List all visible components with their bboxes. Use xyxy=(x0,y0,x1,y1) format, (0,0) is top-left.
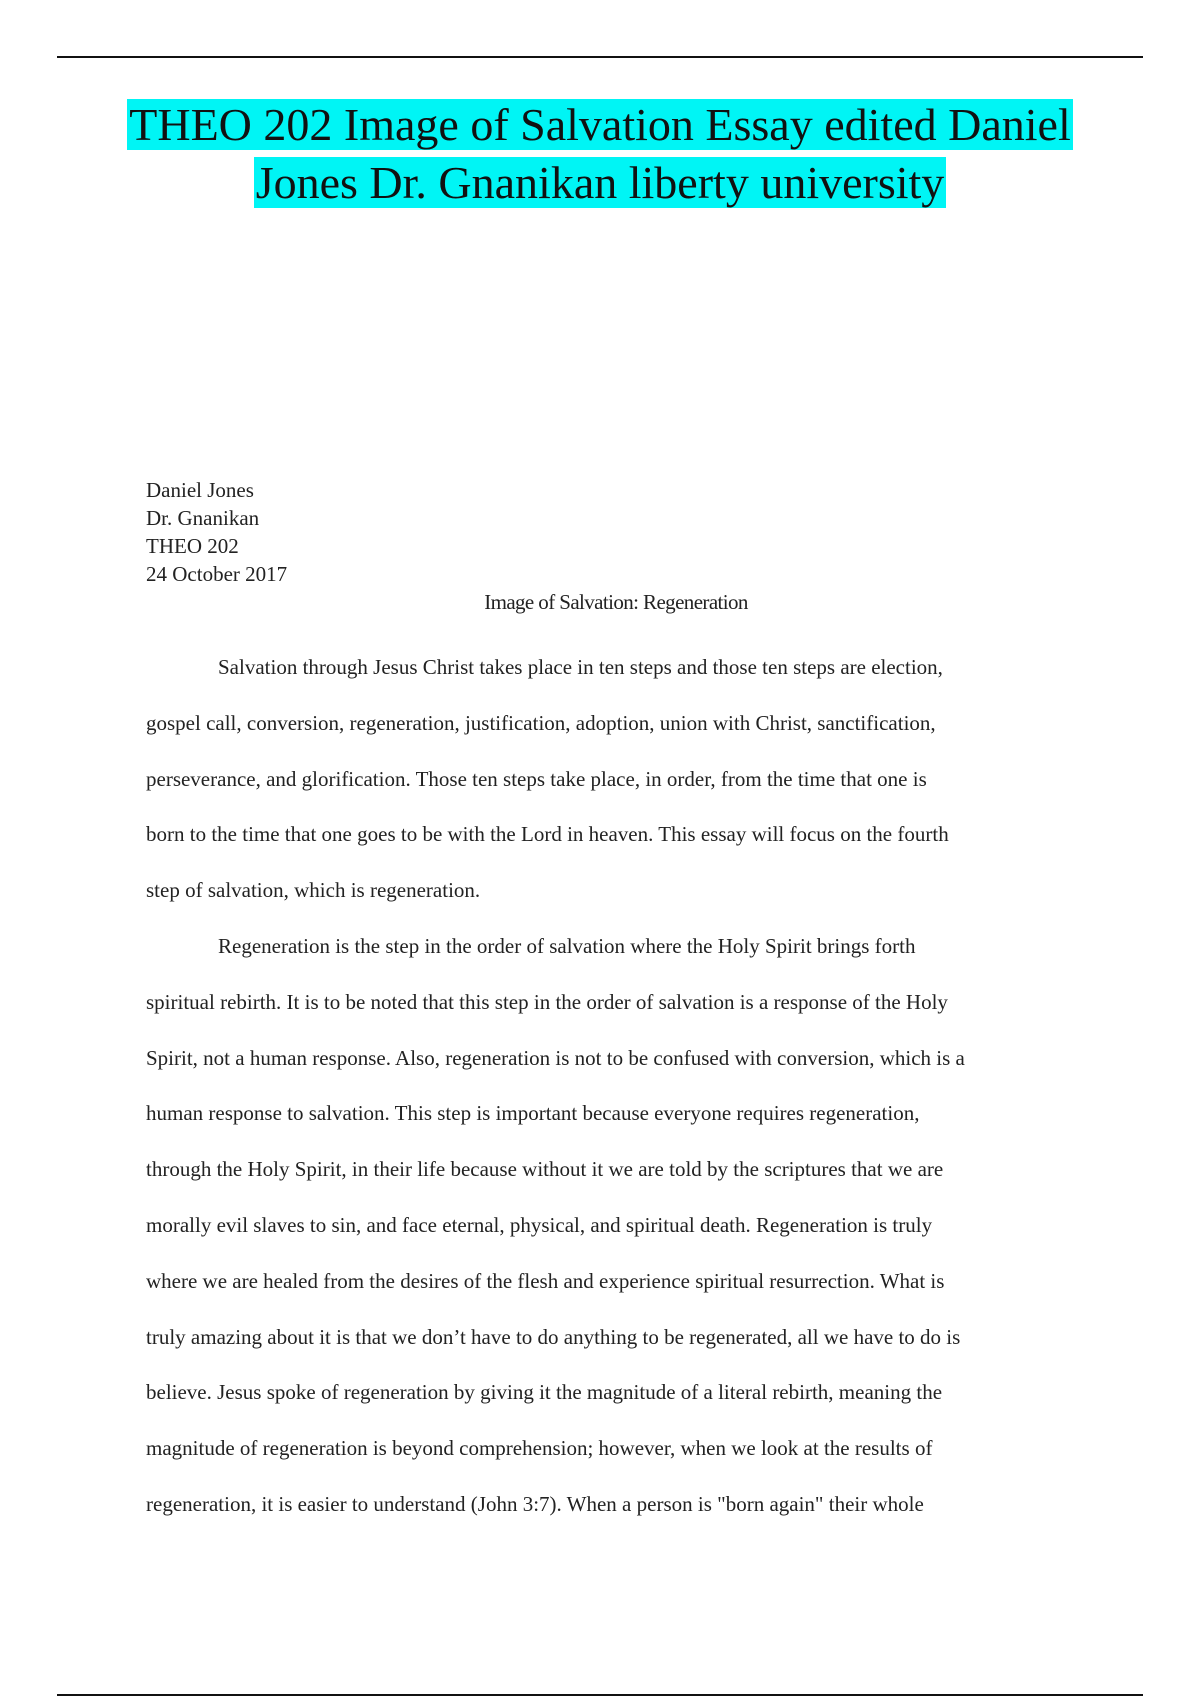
paragraph-2-line: magnitude of regeneration is beyond comprehension; however, when we look at the results of xyxy=(146,1436,933,1461)
paragraph-2-line: where we are healed from the desires of the flesh and experience spiritual resurrection. What is xyxy=(146,1268,945,1293)
paragraph-1-line: gospel call, conversion, regeneration, justification, adoption, union with Christ, sanctification, xyxy=(146,710,936,735)
paragraph-2-line: truly amazing about it is that we don’t have to do anything to be regenerated, all we have to do is xyxy=(146,1324,961,1349)
paragraph-2-line: through the Holy Spirit, in their life because without it we are told by the scriptures that we are xyxy=(146,1157,944,1182)
bottom-divider xyxy=(57,1694,1143,1696)
student-info-block xyxy=(146,476,287,588)
paragraph-2-line: Spirit, not a human response. Also, regeneration is not to be confused with conversion, which is a xyxy=(146,1045,965,1070)
student-name: Daniel Jones xyxy=(146,478,254,502)
professor-name: Dr. Gnanikan xyxy=(146,506,260,530)
paragraph-2-line: believe. Jesus spoke of regeneration by giving it the magnitude of a literal rebirth, meaning the xyxy=(146,1380,943,1405)
paragraph-2-line: spiritual rebirth. It is to be noted that this step in the order of salvation is a response of the Holy xyxy=(146,989,948,1014)
paragraph-2-line: regeneration, it is easier to understand (John 3:7). When a person is "born again" their whole xyxy=(146,1491,924,1516)
title-line-1: THEO 202 Image of Salvation Essay edited Daniel xyxy=(129,99,1071,150)
document-title xyxy=(60,96,1140,212)
paragraph-2-line: morally evil slaves to sin, and face eternal, physical, and spiritual death. Regeneration is truly xyxy=(146,1212,933,1237)
course-code: THEO 202 xyxy=(146,534,239,558)
paragraph-2-line: human response to salvation. This step is important because everyone requires regeneration, xyxy=(146,1101,920,1126)
title-line-2: Jones Dr. Gnanikan liberty university xyxy=(255,157,945,208)
paragraph-1-line: Salvation through Jesus Christ takes place in ten steps and those ten steps are election, xyxy=(218,655,943,679)
paragraph-1-line: perseverance, and glorification. Those ten steps take place, in order, from the time that one is xyxy=(146,766,927,791)
paragraph-1-line: born to the time that one goes to be with the Lord in heaven. This essay will focus on the fourth xyxy=(146,822,949,847)
paragraph-2-line: Regeneration is the step in the order of salvation where the Holy Spirit brings forth xyxy=(218,933,916,958)
submission-date: 24 October 2017 xyxy=(146,562,288,586)
paragraph-1-line: step of salvation, which is regeneration. xyxy=(146,878,481,903)
essay-title: Image of Salvation: Regeneration xyxy=(484,590,748,614)
top-divider xyxy=(57,56,1143,58)
essay-body xyxy=(146,640,1092,1533)
